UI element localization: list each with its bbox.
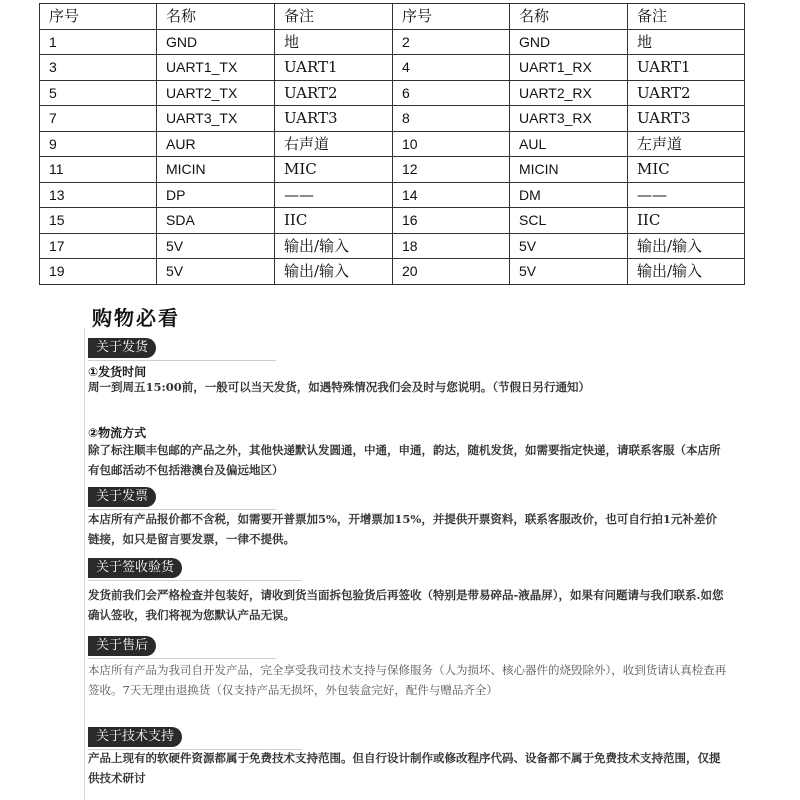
invoice-tag: 关于发票	[88, 487, 156, 507]
pin-row	[40, 208, 745, 234]
pin-name-cell: MICIN	[510, 157, 628, 183]
pin-number-cell: 5	[40, 80, 157, 106]
pin-note-cell: ——	[275, 182, 393, 208]
pin-name-cell: DP	[157, 182, 275, 208]
shipping-time-text: 周一到周五15:00前，一般可以当天发货，如遇特殊情况我们会及时与您说明。（节假日另行通知）	[88, 380, 590, 394]
pin-number-cell: 14	[393, 182, 510, 208]
pin-number-cell: 10	[393, 131, 510, 157]
after-sales-text: 本店所有产品为我司自开发产品，完全享受我司技术支持与保修服务（人为损坏、核心器件的烧毁除外），收到货请认真检查再签收。7天无理由退换货（仅支持产品无损坏，外包装盒完好，配件与赠品齐全）	[88, 663, 727, 697]
pin-row	[40, 106, 745, 132]
pin-number-cell: 20	[393, 259, 510, 285]
pin-note-cell: 输出/输入	[628, 259, 745, 285]
invoice-text: 本店所有产品报价都不含税，如需要开普票加5%，开增票加15%，并提供开票资料，联系客服改价，也可自行拍1元补差价链接，如只是留言要发票，一律不提供。	[88, 512, 717, 546]
header-cell: 备注	[628, 4, 745, 30]
pin-row	[40, 55, 745, 81]
pin-note-cell: UART2	[628, 80, 745, 106]
pin-number-cell: 11	[40, 157, 157, 183]
pin-row	[40, 157, 745, 183]
header-cell: 备注	[275, 4, 393, 30]
pin-number-cell: 1	[40, 29, 157, 55]
pin-number-cell: 6	[393, 80, 510, 106]
pin-row	[40, 182, 745, 208]
pin-note-cell: 输出/输入	[275, 233, 393, 259]
receipt-text: 发货前我们会严格检查并包装好，请收到货当面拆包验货后再签收（特别是带易碎品-液晶屏），如果有问题请与我们联系.如您确认签收，我们将视为您默认产品无误。	[88, 588, 724, 622]
after-sales-tag: 关于售后	[88, 636, 156, 656]
pin-name-cell: GND	[157, 29, 275, 55]
pin-number-cell: 16	[393, 208, 510, 234]
pin-note-cell: UART3	[275, 106, 393, 132]
shipping-tag: 关于发货	[88, 338, 156, 358]
header-cell: 序号	[393, 4, 510, 30]
pin-number-cell: 2	[393, 29, 510, 55]
pin-note-cell: MIC	[628, 157, 745, 183]
divider	[84, 328, 85, 800]
pin-name-cell: 5V	[157, 259, 275, 285]
pin-name-cell: 5V	[510, 259, 628, 285]
pin-row	[40, 29, 745, 55]
pin-note-cell: IIC	[628, 208, 745, 234]
header-cell: 名称	[510, 4, 628, 30]
pin-name-cell: AUL	[510, 131, 628, 157]
pin-note-cell: MIC	[275, 157, 393, 183]
pin-table-header-row	[40, 4, 745, 30]
pin-row	[40, 80, 745, 106]
pin-note-cell: UART2	[275, 80, 393, 106]
pin-note-cell: 输出/输入	[628, 233, 745, 259]
pin-name-cell: UART1_TX	[157, 55, 275, 81]
pin-name-cell: MICIN	[157, 157, 275, 183]
logistics-heading: ②物流方式	[88, 426, 147, 440]
pin-number-cell: 4	[393, 55, 510, 81]
pin-name-cell: UART3_RX	[510, 106, 628, 132]
pin-name-cell: UART2_RX	[510, 80, 628, 106]
shipping-time-heading: ①发货时间	[88, 365, 147, 379]
pin-note-cell: 左声道	[628, 131, 745, 157]
pin-name-cell: GND	[510, 29, 628, 55]
pin-name-cell: AUR	[157, 131, 275, 157]
pin-note-cell: UART1	[275, 55, 393, 81]
pin-number-cell: 12	[393, 157, 510, 183]
tech-support-text: 产品上现有的软硬件资源都属于免费技术支持范围。但自行设计制作或修改程序代码、设备都不属于免费技术支持范围，仅提供技术研讨	[88, 751, 721, 785]
pin-note-cell: UART3	[628, 106, 745, 132]
pin-number-cell: 15	[40, 208, 157, 234]
pin-number-cell: 3	[40, 55, 157, 81]
receipt-tag: 关于签收验货	[88, 558, 182, 578]
shopping-guide-title: 购物必看	[92, 306, 180, 330]
pin-number-cell: 19	[40, 259, 157, 285]
tech-support-tag: 关于技术支持	[88, 727, 182, 747]
pin-name-cell: SCL	[510, 208, 628, 234]
pin-note-cell: 右声道	[275, 131, 393, 157]
pin-number-cell: 8	[393, 106, 510, 132]
pin-note-cell: 输出/输入	[275, 259, 393, 285]
pin-name-cell: UART1_RX	[510, 55, 628, 81]
pin-name-cell: UART2_TX	[157, 80, 275, 106]
pin-row	[40, 233, 745, 259]
pin-number-cell: 13	[40, 182, 157, 208]
header-cell: 名称	[157, 4, 275, 30]
pin-note-cell: ——	[628, 182, 745, 208]
pin-name-cell: DM	[510, 182, 628, 208]
pin-name-cell: 5V	[510, 233, 628, 259]
pin-number-cell: 9	[40, 131, 157, 157]
pin-name-cell: UART3_TX	[157, 106, 275, 132]
pin-name-cell: 5V	[157, 233, 275, 259]
pin-number-cell: 17	[40, 233, 157, 259]
pin-table	[39, 3, 745, 285]
pin-note-cell: UART1	[628, 55, 745, 81]
pin-number-cell: 7	[40, 106, 157, 132]
pin-row	[40, 259, 745, 285]
pin-note-cell: 地	[628, 29, 745, 55]
pin-note-cell: IIC	[275, 208, 393, 234]
pin-number-cell: 18	[393, 233, 510, 259]
pin-row	[40, 131, 745, 157]
header-cell: 序号	[40, 4, 157, 30]
pin-name-cell: SDA	[157, 208, 275, 234]
logistics-text: 除了标注顺丰包邮的产品之外，其他快递默认发圆通，中通，申通，韵达，随机发货，如需要指定快递，请联系客服（本店所有包邮活动不包括港澳台及偏远地区）	[88, 443, 721, 477]
pin-note-cell: 地	[275, 29, 393, 55]
